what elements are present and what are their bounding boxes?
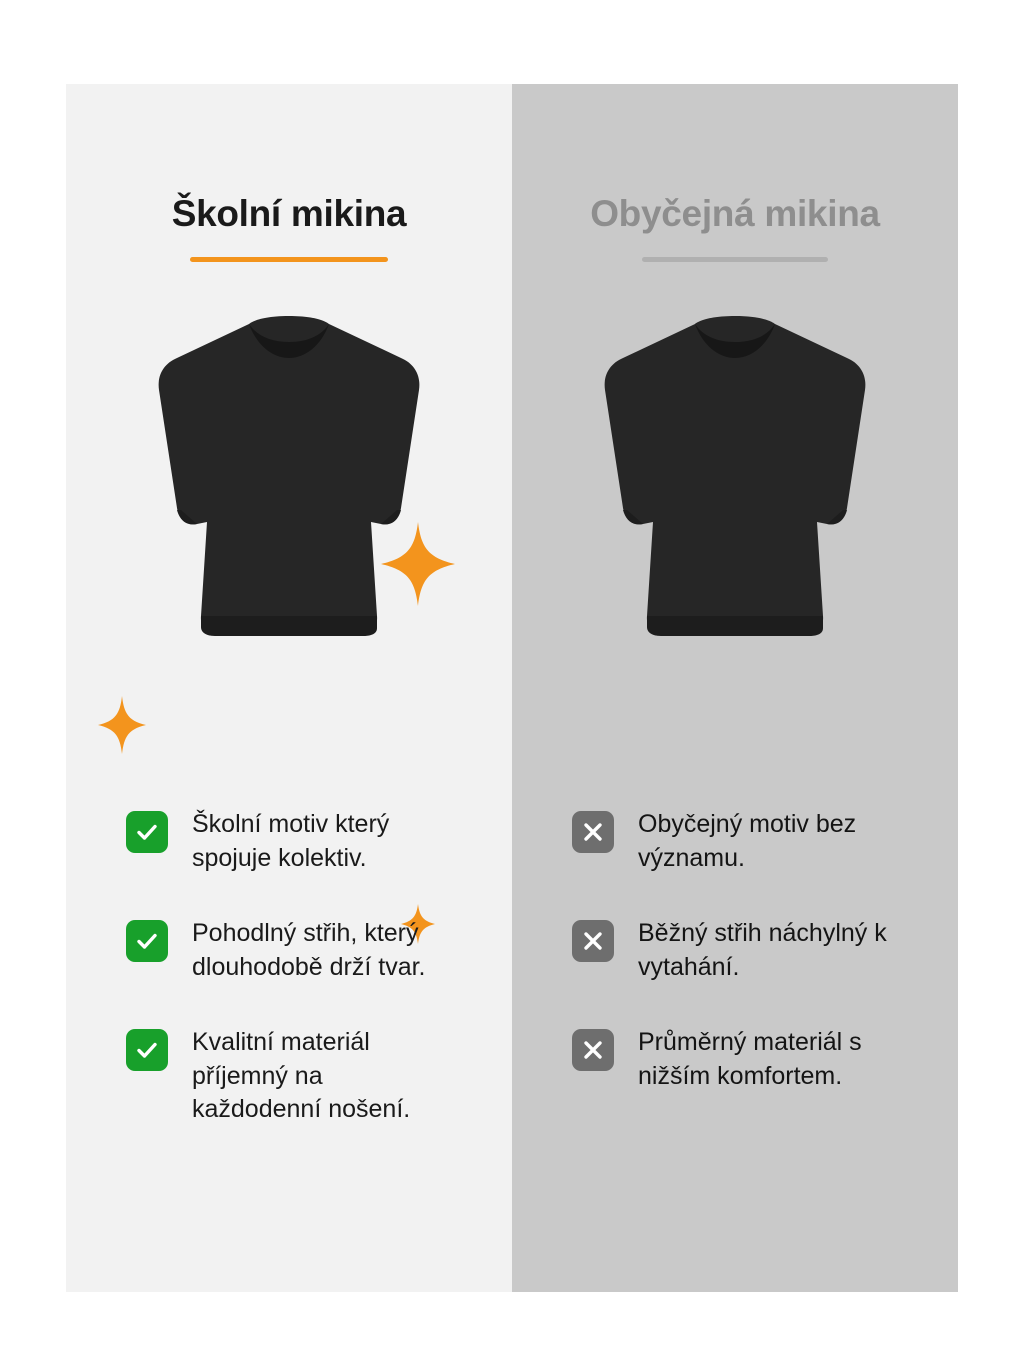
feature-list-left — [66, 808, 512, 1127]
list-item-label: Pohodlný střih, který dlouhodobě drží tvar. — [192, 919, 426, 981]
cross-icon — [572, 811, 614, 853]
list-item-label: Obyčejný motiv bez významu. — [638, 810, 857, 872]
list-item-label: Běžný střih náchylný k vytahání. — [638, 919, 887, 981]
feature-list-right — [512, 808, 958, 1093]
title-underline-right — [642, 257, 828, 262]
list-item — [572, 1026, 902, 1093]
panel-school-hoodie — [66, 84, 512, 1292]
list-item — [572, 917, 902, 984]
list-item — [126, 1026, 456, 1127]
product-image-right — [512, 284, 958, 704]
page-title-left: Školní mikina — [171, 193, 407, 234]
cross-icon — [572, 1029, 614, 1071]
check-icon — [126, 1029, 168, 1071]
sweatshirt-icon — [585, 296, 885, 656]
sparkle-icon-medium — [98, 696, 146, 759]
list-item — [572, 808, 902, 875]
list-item — [126, 917, 456, 984]
title-underline-left — [190, 257, 388, 262]
product-image-left — [66, 284, 512, 704]
list-item-label: Školní motiv který spojuje kolektiv. — [192, 810, 390, 872]
check-icon — [126, 920, 168, 962]
sparkle-icon-large — [381, 522, 455, 611]
page-title-right: Obyčejná mikina — [590, 193, 880, 234]
list-item — [126, 808, 456, 875]
panel-ordinary-hoodie — [512, 84, 958, 1292]
comparison-panels — [66, 84, 958, 1292]
check-icon — [126, 811, 168, 853]
cross-icon — [572, 920, 614, 962]
list-item-label: Průměrný materiál s nižším komfortem. — [638, 1028, 862, 1090]
list-item-label: Kvalitní materiál příjemný na každodenní nošení. — [192, 1028, 411, 1123]
